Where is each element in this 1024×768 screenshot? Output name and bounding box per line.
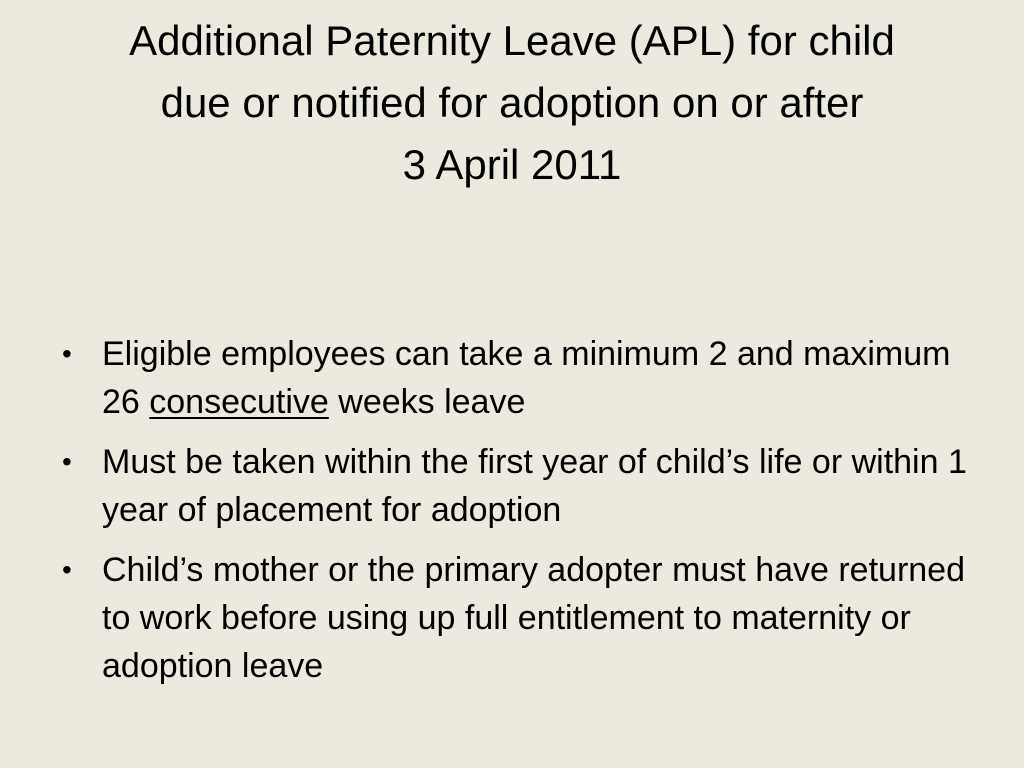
- bullet-2-text: Must be taken within the first year of child’s life or within 1 year of placement for adoption: [102, 443, 967, 529]
- bullet-item-3: [58, 546, 978, 690]
- bullet-dot-icon: •: [62, 554, 72, 585]
- slide-title: [50, 10, 974, 196]
- bullet-list: [58, 330, 978, 702]
- title-line-1: Additional Paternity Leave (APL) for child: [129, 17, 895, 64]
- bullet-dot-icon: •: [62, 338, 72, 369]
- title-line-3: 3 April 2011: [402, 141, 622, 188]
- bullet-1-text-start: Eligible employees can take a minimum 2 and maximum 26: [102, 335, 951, 421]
- bullet-item-1: [58, 330, 978, 426]
- underlined-word: consecutive: [149, 383, 329, 421]
- bullet-item-2: [58, 438, 978, 534]
- bullet-3-text: Child’s mother or the primary adopter must have returned to work before using up full entitlement to maternity or adoption leave: [102, 551, 965, 685]
- bullet-1-text-end: weeks leave: [328, 383, 526, 421]
- bullet-dot-icon: •: [62, 446, 72, 477]
- title-line-2: due or notified for adoption on or after: [160, 79, 864, 126]
